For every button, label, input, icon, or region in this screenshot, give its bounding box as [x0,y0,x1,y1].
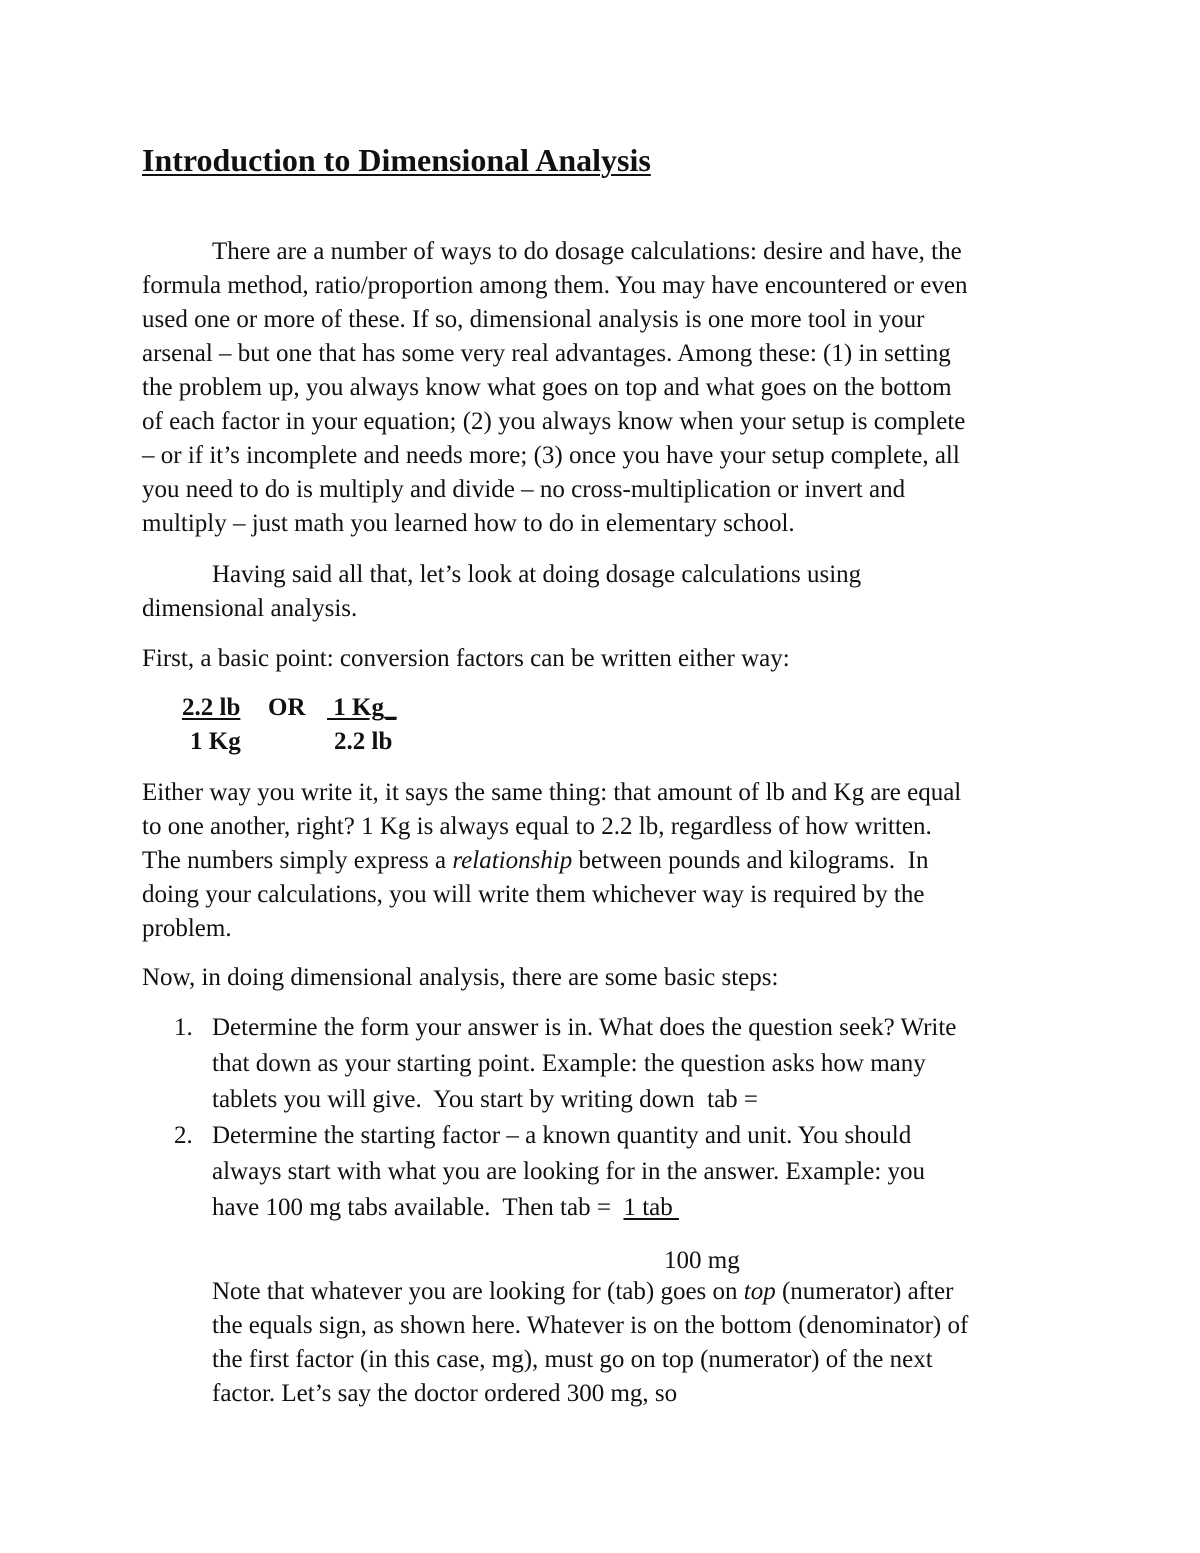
first-point-line: First, a basic point: conversion factors can be written either way: [142,645,790,672]
intro-line: the problem up, you always know what goes on top and what goes on the bottom [142,374,952,401]
note-line: factor. Let’s say the doctor ordered 300 mg, so [212,1380,678,1407]
either-text: between pounds and kilograms. In [572,847,929,874]
tab-numerator: 1 tab [623,1194,679,1221]
mg-denominator: 100 mg [664,1247,740,1274]
intro-line: you need to do is multiply and divide – no cross-multiplication or invert and [142,476,906,503]
intro-line: used one or more of these. If so, dimensional analysis is one more tool in your [142,306,925,333]
left-fraction-denominator: 1 Kg [190,728,241,755]
note-text: Note that whatever you are looking for (tab) goes on [212,1278,744,1305]
note-line: the first factor (in this case, mg), must go on top (numerator) of the next [212,1346,933,1373]
intro-line: formula method, ratio/proportion among them. You may have encountered or even [142,272,968,299]
step-line [212,1195,679,1220]
either-line: doing your calculations, you will write them whichever way is required by the [142,881,925,908]
left-fraction-numerator: 2.2 lb [182,694,241,721]
either-text: The numbers simply express a [142,847,453,874]
step-line: that down as your starting point. Example: the question asks how many [212,1050,926,1077]
note-line [212,1279,953,1304]
step-text: have 100 mg tabs available. Then tab = [212,1194,624,1221]
list-number: 2. [174,1122,193,1149]
intro-line: There are a number of ways to do dosage calculations: desire and have, the [212,238,962,265]
top-emphasis: top [743,1278,776,1305]
intro-line: of each factor in your equation; (2) you always know when your setup is complete [142,408,966,435]
step-line: always start with what you are looking for in the answer. Example: you [212,1158,926,1185]
step-line: Determine the starting factor – a known quantity and unit. You should [212,1122,912,1149]
list-number: 1. [174,1014,193,1041]
right-fraction-denominator: 2.2 lb [334,728,393,755]
intro-line: – or if it’s incomplete and needs more; (3) once you have your setup complete, all [142,442,960,469]
either-line [142,848,928,873]
or-word: OR [268,694,306,721]
either-line: problem. [142,915,232,942]
now-line: Now, in doing dimensional analysis, there are some basic steps: [142,964,779,991]
right-fraction-numerator: 1 Kg_ [327,694,397,721]
relationship-emphasis: relationship [452,847,573,874]
step-line: tablets you will give. You start by writing down tab = [212,1086,759,1113]
either-line: to one another, right? 1 Kg is always equal to 2.2 lb, regardless of how written. [142,813,932,840]
page-title: Introduction to Dimensional Analysis [142,142,651,178]
having-line: dimensional analysis. [142,595,358,622]
note-line: the equals sign, as shown here. Whatever is on the bottom (denominator) of [212,1312,969,1339]
either-line: Either way you write it, it says the same thing: that amount of lb and Kg are equal [142,779,962,806]
intro-line: multiply – just math you learned how to do in elementary school. [142,510,795,537]
note-text: (numerator) after [775,1278,954,1305]
intro-line: arsenal – but one that has some very real advantages. Among these: (1) in setting [142,340,951,367]
step-line: Determine the form your answer is in. What does the question seek? Write [212,1014,957,1041]
having-line: Having said all that, let’s look at doing dosage calculations using [212,561,862,588]
